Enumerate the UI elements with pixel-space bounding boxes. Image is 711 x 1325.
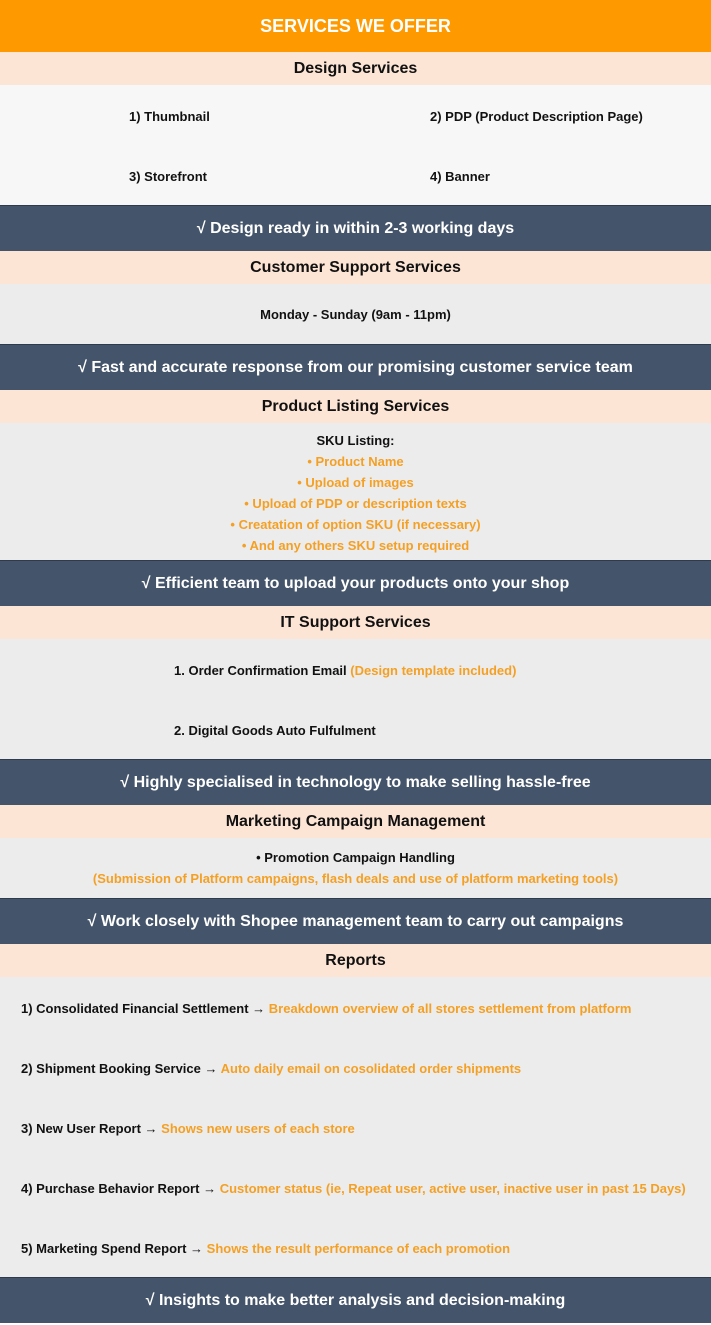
- report-name: 4) Purchase Behavior Report: [21, 1181, 200, 1196]
- report-desc: Shows new users of each store: [161, 1121, 355, 1136]
- reports-body: [0, 977, 711, 1277]
- it-body: [0, 639, 711, 759]
- report-name: 2) Shipment Booking Service: [21, 1061, 201, 1076]
- report-desc: Shows the result performance of each promotion: [206, 1241, 511, 1256]
- reports-heading: Reports: [0, 944, 711, 977]
- report-name: 1) Consolidated Financial Settlement: [21, 1001, 249, 1016]
- support-hours: Monday - Sunday (9am - 11pm): [260, 307, 451, 322]
- report-desc: Breakdown overview of all stores settlement from platform: [268, 1001, 632, 1016]
- marketing-banner: √ Work closely with Shopee management team to carry out campaigns: [0, 898, 711, 944]
- arrow-icon: →: [252, 1001, 266, 1016]
- sku-listing-label: SKU Listing:: [316, 433, 395, 448]
- listing-body: [0, 423, 711, 560]
- listing-bullet: • And any others SKU setup required: [241, 538, 470, 553]
- it-item-order-email-label: 1. Order Confirmation Email: [174, 663, 347, 678]
- design-banner: √ Design ready in within 2-3 working days: [0, 205, 711, 251]
- design-services-heading: Design Services: [0, 52, 711, 85]
- support-body: [0, 284, 711, 344]
- arrow-icon: →: [203, 1181, 217, 1196]
- listing-bullet: • Upload of images: [297, 475, 414, 490]
- design-item-storefront: 3) Storefront: [129, 169, 207, 184]
- it-heading: IT Support Services: [0, 606, 711, 639]
- arrow-icon: →: [190, 1241, 204, 1256]
- report-item: [21, 1121, 355, 1136]
- listing-heading: Product Listing Services: [0, 390, 711, 423]
- report-item: [21, 1001, 631, 1016]
- marketing-heading: Marketing Campaign Management: [0, 805, 711, 838]
- support-banner: √ Fast and accurate response from our promising customer service team: [0, 344, 711, 390]
- arrow-icon: →: [144, 1121, 158, 1136]
- report-desc: Customer status (ie, Repeat user, active user, inactive user in past 15 Days): [219, 1181, 686, 1196]
- design-item-banner: 4) Banner: [430, 169, 490, 184]
- design-item-pdp: 2) PDP (Product Description Page): [430, 109, 643, 124]
- report-item: [21, 1181, 686, 1196]
- listing-banner: √ Efficient team to upload your products onto your shop: [0, 560, 711, 606]
- it-item-digital-goods: 2. Digital Goods Auto Fulfulment: [174, 723, 376, 738]
- marketing-item: • Promotion Campaign Handling: [256, 850, 455, 865]
- it-banner: √ Highly specialised in technology to make selling hassle-free: [0, 759, 711, 805]
- report-name: 3) New User Report: [21, 1121, 141, 1136]
- reports-banner: √ Insights to make better analysis and decision-making: [0, 1277, 711, 1323]
- it-item-order-email: [174, 663, 516, 678]
- report-desc: Auto daily email on cosolidated order shipments: [220, 1061, 522, 1076]
- it-item-order-email-note: (Design template included): [350, 663, 517, 678]
- report-item: [21, 1241, 510, 1256]
- listing-bullet: • Upload of PDP or description texts: [244, 496, 467, 511]
- marketing-note: (Submission of Platform campaigns, flash deals and use of platform marketing tools): [92, 871, 619, 886]
- design-item-thumbnail: 1) Thumbnail: [129, 109, 210, 124]
- listing-bullet: • Creatation of option SKU (if necessary): [230, 517, 481, 532]
- report-item: [21, 1061, 521, 1076]
- report-name: 5) Marketing Spend Report: [21, 1241, 187, 1256]
- arrow-icon: →: [204, 1061, 218, 1076]
- support-heading: Customer Support Services: [0, 251, 711, 284]
- design-services-body: [0, 85, 711, 205]
- page-title: SERVICES WE OFFER: [0, 0, 711, 52]
- listing-bullet: • Product Name: [307, 454, 404, 469]
- marketing-body: [0, 838, 711, 898]
